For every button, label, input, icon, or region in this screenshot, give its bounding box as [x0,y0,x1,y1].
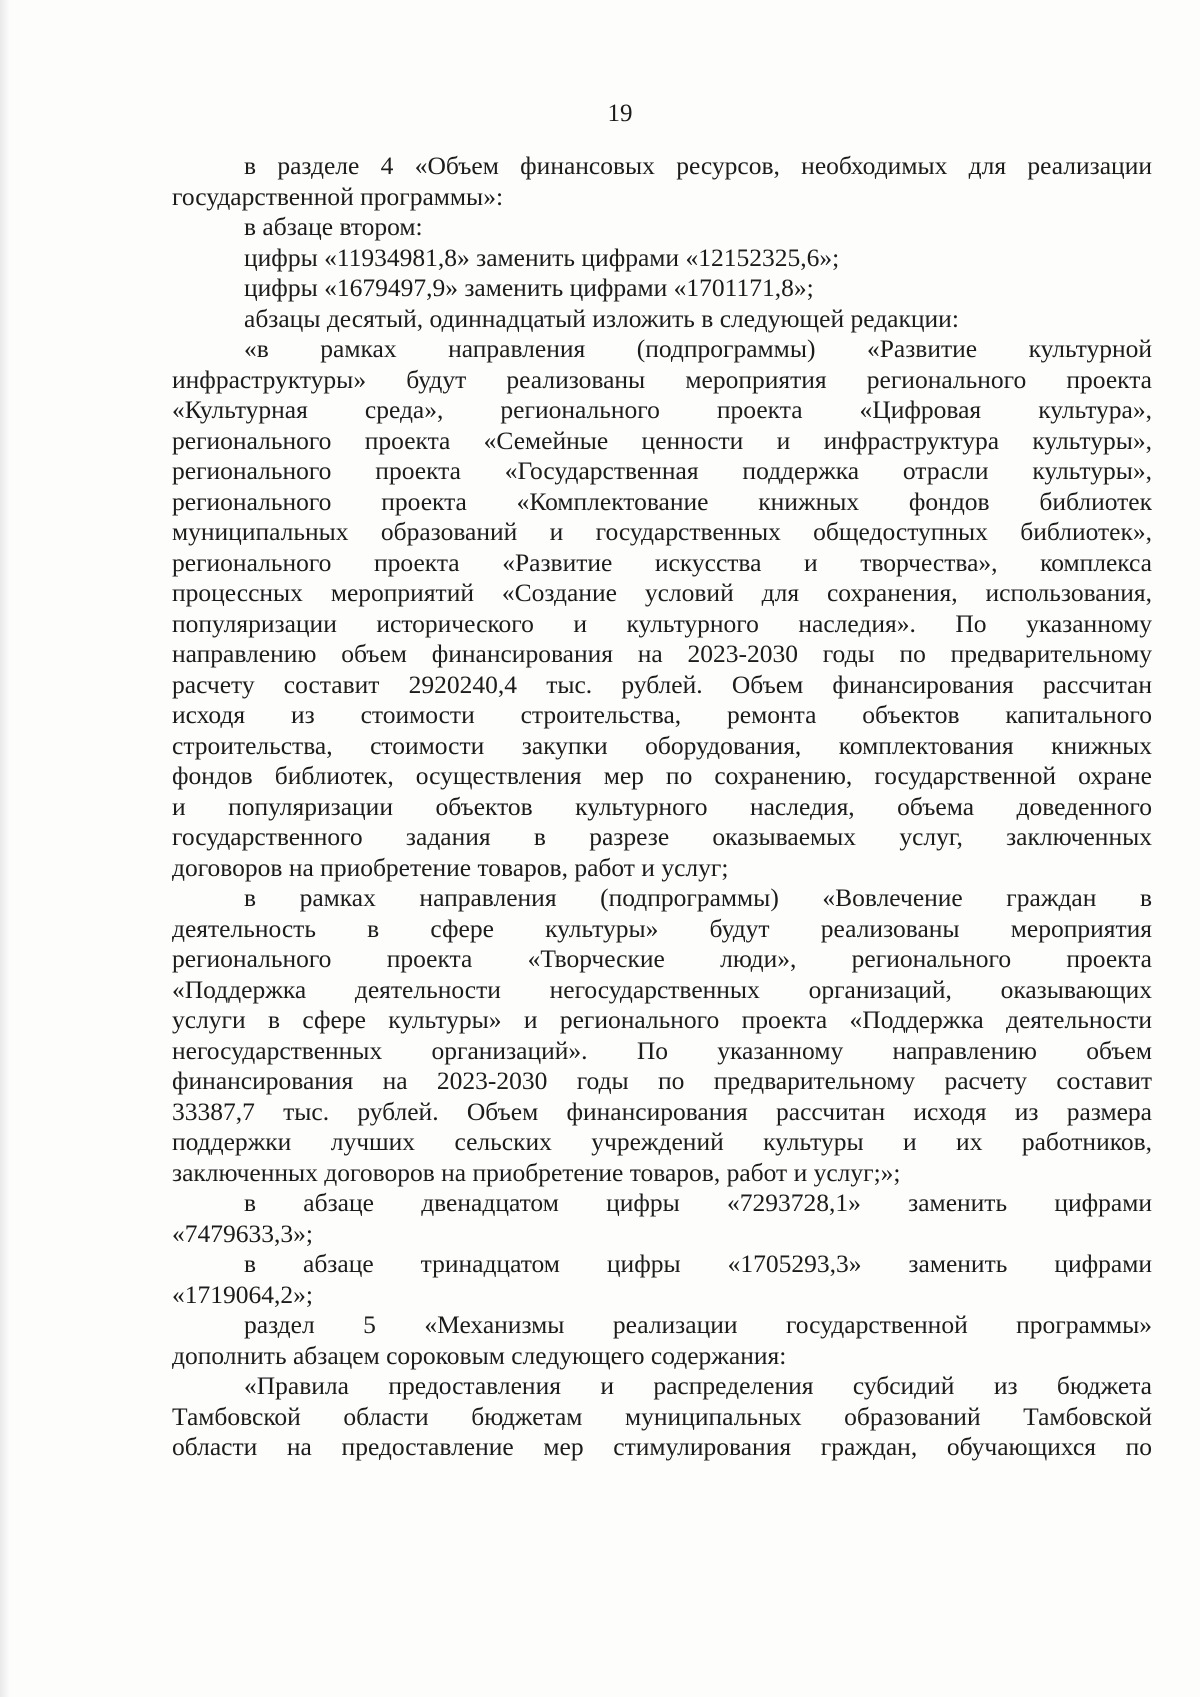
text-line: регионального проекта «Семейные ценности и инфраструктура культуры», [172,425,1152,455]
text-line: государственной программы»: [172,181,504,211]
text-line: и популяризации объектов культурного наследия, объема доведенного [172,791,1152,821]
text-line: регионального проекта «Государственная поддержка отрасли культуры», [172,456,1152,485]
text-line: заключенных договоров на приобретение товаров, работ и услуг;»; [172,1157,901,1187]
document-body [172,151,1152,1463]
text-line: в абзаце тринадцатом цифры «1705293,3» заменить цифрами [244,1249,1152,1278]
text-line: «в рамках направления (подпрограммы) «Развитие культурной [244,334,1152,363]
text-line: популяризации исторического и культурного наследия». По указанному [172,608,1152,638]
text-line: процессных мероприятий «Создание условий для сохранения, использования, [172,578,1152,607]
text-line: «7479633,3»; [172,1218,313,1248]
text-line: «Поддержка деятельности негосударственных организаций, оказывающих [172,974,1152,1004]
text-line: цифры «11934981,8» заменить цифрами «12152325,6»; [244,242,840,272]
text-line: направлению объем финансирования на 2023-2030 годы по предварительному [172,639,1152,668]
text-line: финансирования на 2023-2030 годы по предварительному расчету составит [172,1066,1152,1095]
text-line: исходя из стоимости строительства, ремонта объектов капитального [172,700,1152,729]
text-line: дополнить абзацем сороковым следующего содержания: [172,1340,787,1370]
text-line: «1719064,2»; [172,1279,313,1309]
text-line: абзацы десятый, одиннадцатый изложить в следующей редакции: [244,303,959,333]
text-line: «Правила предоставления и распределения субсидий из бюджета [244,1371,1152,1400]
text-line: раздел 5 «Механизмы реализации государственной программы» [244,1310,1152,1339]
text-line: муниципальных образований и государственных общедоступных библиотек», [172,517,1152,546]
text-line: услуги в сфере культуры» и регионального проекта «Поддержка деятельности [172,1005,1152,1034]
text-line: регионального проекта «Творческие люди», регионального проекта [172,944,1152,973]
text-line: инфраструктуры» будут реализованы мероприятия регионального проекта [172,364,1152,394]
text-line: поддержки лучших сельских учреждений культуры и их работников, [172,1127,1152,1156]
text-line: расчету составит 2920240,4 тыс. рублей. Объем финансирования рассчитан [172,669,1152,699]
text-line: области на предоставление мер стимулирования граждан, обучающихся по [172,1432,1152,1461]
text-line: в абзаце двенадцатом цифры «7293728,1» заменить цифрами [244,1188,1152,1217]
text-line: в разделе 4 «Объем финансовых ресурсов, необходимых для реализации [244,151,1152,180]
text-line: в абзаце втором: [244,212,423,241]
text-line: 33387,7 тыс. рублей. Объем финансирования рассчитан исходя из размера [172,1096,1152,1126]
text-line: цифры «1679497,9» заменить цифрами «1701171,8»; [244,273,814,302]
text-line: регионального проекта «Комплектование книжных фондов библиотек [172,486,1152,516]
text-line: «Культурная среда», регионального проекта «Цифровая культура», [172,395,1152,424]
text-line: в рамках направления (подпрограммы) «Вовлечение граждан в [244,883,1152,912]
page-number: 19 [607,100,633,127]
scan-edge-shadow [0,0,10,1697]
text-line: регионального проекта «Развитие искусства и творчества», комплекса [172,547,1152,577]
text-line: негосударственных организаций». По указанному направлению объем [172,1035,1152,1065]
text-line: Тамбовской области бюджетам муниципальных образований Тамбовской [172,1401,1152,1431]
text-line: государственного задания в разрезе оказываемых услуг, заключенных [172,822,1152,851]
text-line: договоров на приобретение товаров, работ и услуг; [172,852,729,882]
text-line: деятельность в сфере культуры» будут реализованы мероприятия [172,913,1152,943]
text-line: строительства, стоимости закупки оборудования, комплектования книжных [172,730,1152,760]
text-line: фондов библиотек, осуществления мер по сохранению, государственной охране [172,761,1152,790]
